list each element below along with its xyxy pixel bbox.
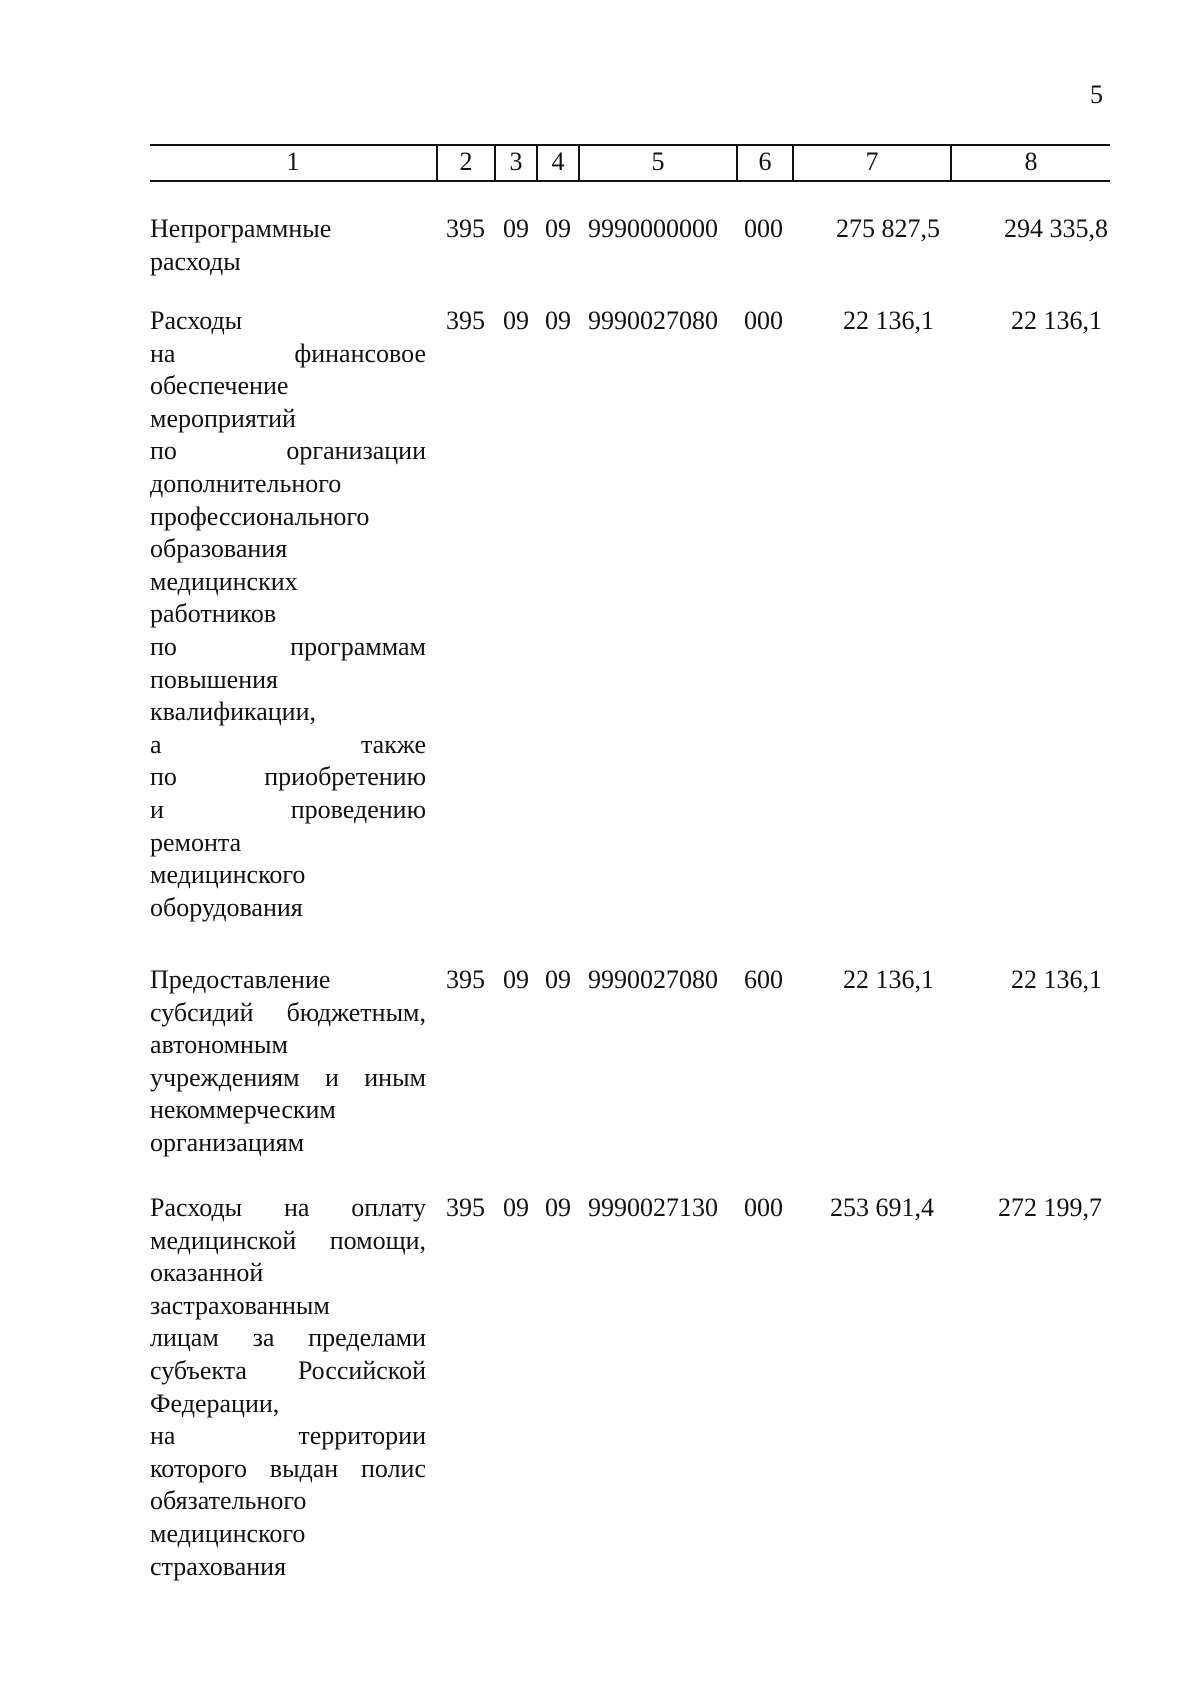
description-line: по организации	[150, 436, 426, 466]
description-line: Расходы на оплату	[150, 1193, 426, 1222]
section-code: 09	[503, 306, 529, 335]
amount-year-1: 275 827,5	[836, 214, 940, 243]
description-line: обязательного	[150, 1486, 307, 1516]
description-line: медицинских	[150, 566, 298, 596]
amount-year-2: 22 136,1	[1011, 965, 1102, 994]
description-line: Расходы	[150, 306, 243, 335]
header-col-3: 3	[494, 146, 536, 180]
description-line: организациям	[150, 1127, 305, 1157]
description-line: медицинской помощи,	[150, 1225, 426, 1255]
header-col-4: 4	[536, 146, 578, 180]
header-col-5: 5	[578, 146, 736, 180]
description-line: на финансовое	[150, 338, 426, 368]
row-description	[150, 213, 426, 278]
section-code: 09	[503, 1193, 529, 1222]
admin-code: 395	[446, 965, 485, 994]
amount-year-2: 294 335,8	[1004, 214, 1108, 243]
description-line: Непрограммные	[150, 214, 332, 243]
description-line: медицинского	[150, 860, 306, 890]
description-line: повышения	[150, 664, 279, 694]
admin-code: 395	[446, 214, 485, 243]
description-line: квалификации,	[150, 697, 317, 727]
expense-type-code: 600	[744, 965, 783, 994]
description-line: субсидий бюджетным,	[150, 997, 426, 1027]
header-col-7: 7	[792, 146, 950, 180]
description-line: обеспечение	[150, 371, 289, 401]
subsection-code: 09	[545, 1193, 571, 1222]
description-line: Предоставление	[150, 965, 331, 994]
row-description	[150, 1192, 426, 1583]
row-description	[150, 964, 426, 1160]
amount-year-2: 22 136,1	[1011, 306, 1102, 335]
description-line: автономным	[150, 1030, 288, 1060]
description-line: а также	[150, 729, 426, 759]
description-line: страхования	[150, 1551, 287, 1581]
description-line: по программам	[150, 631, 426, 661]
header-col-1: 1	[286, 147, 300, 176]
description-line: которого выдан полис	[150, 1453, 426, 1483]
description-line: работников	[150, 599, 277, 629]
description-line: Федерации,	[150, 1388, 280, 1418]
description-line: мероприятий	[150, 403, 296, 433]
target-article-code: 9990000000	[588, 214, 718, 243]
subsection-code: 09	[545, 214, 571, 243]
description-line: оказанной	[150, 1258, 264, 1288]
expense-type-code: 000	[744, 306, 783, 335]
admin-code: 395	[446, 1193, 485, 1222]
section-code: 09	[503, 965, 529, 994]
description-line: по приобретению	[150, 762, 426, 792]
description-line: профессионального	[150, 501, 370, 531]
header-col-8: 8	[950, 146, 1110, 180]
description-line: расходы	[150, 246, 241, 276]
section-code: 09	[503, 214, 529, 243]
description-line: медицинского	[150, 1518, 306, 1548]
header-col-2: 2	[436, 146, 494, 180]
amount-year-1: 22 136,1	[843, 306, 934, 335]
subsection-code: 09	[545, 965, 571, 994]
target-article-code: 9990027080	[588, 306, 718, 335]
description-line: застрахованным	[150, 1290, 330, 1320]
description-line: оборудования	[150, 892, 303, 922]
amount-year-2: 272 199,7	[998, 1193, 1102, 1222]
row-description	[150, 305, 426, 924]
target-article-code: 9990027130	[588, 1193, 718, 1222]
subsection-code: 09	[545, 306, 571, 335]
description-line: образования	[150, 534, 288, 564]
expense-type-code: 000	[744, 1193, 783, 1222]
description-line: субъекта Российской	[150, 1355, 426, 1385]
description-line: учреждениям и иным	[150, 1062, 426, 1092]
description-line: дополнительного	[150, 468, 342, 498]
header-col-6: 6	[736, 146, 792, 180]
amount-year-1: 253 691,4	[830, 1193, 934, 1222]
table-header	[150, 144, 1110, 182]
description-line: некоммерческим	[150, 1095, 336, 1125]
amount-year-1: 22 136,1	[843, 965, 934, 994]
description-line: на территории	[150, 1421, 426, 1451]
description-line: ремонта	[150, 827, 242, 857]
target-article-code: 9990027080	[588, 965, 718, 994]
admin-code: 395	[446, 306, 485, 335]
expense-type-code: 000	[744, 214, 783, 243]
page-number: 5	[1090, 80, 1103, 109]
description-line: лицам за пределами	[150, 1323, 426, 1353]
description-line: и проведению	[150, 794, 426, 824]
